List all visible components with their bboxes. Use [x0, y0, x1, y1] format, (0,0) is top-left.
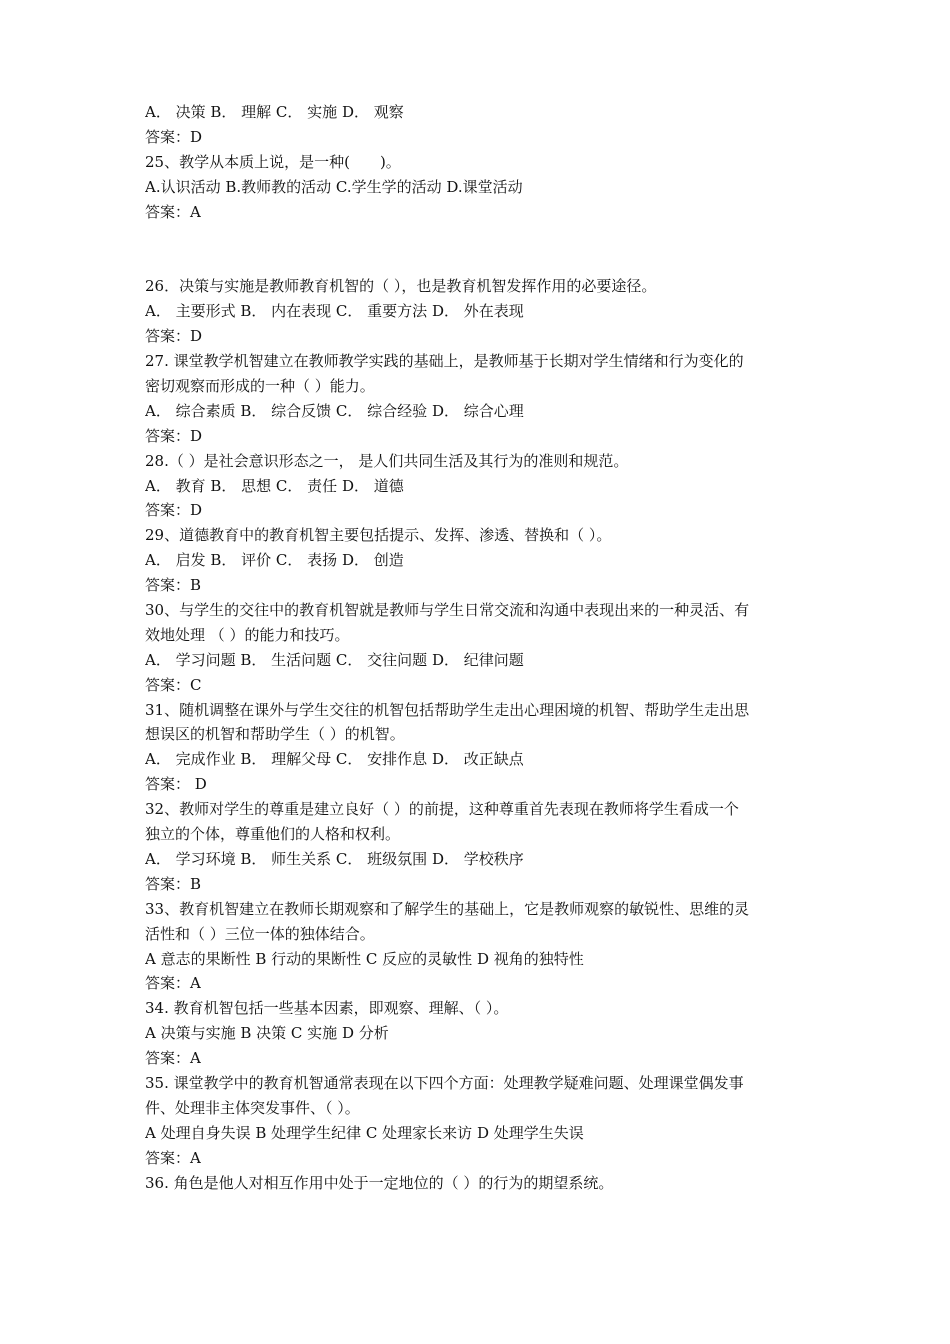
text-line: 27. 课堂教学机智建立在教师教学实践的基础上，是教师基于长期对学生情绪和行为变化的 — [145, 352, 744, 371]
paragraph-gap — [145, 224, 810, 274]
document-page — [145, 100, 810, 1195]
text-line: 31、随机调整在课外与学生交往的机智包括帮助学生走出心理困境的机智、帮助学生走出思 — [145, 700, 750, 719]
text-line: 29、道德教育中的教育机智主要包括提示、发挥、渗透、替换和（ ）。 — [145, 526, 612, 545]
text-line: A.认识活动 B.教师教的活动 C.学生学的活动 D.课堂活动 — [145, 177, 523, 196]
text-line: 答案：D — [145, 127, 203, 146]
text-line: A． 启发 B． 评价 C． 表扬 D． 创造 — [145, 551, 404, 570]
text-line: 32、教师对学生的尊重是建立良好（ ）的前提，这种尊重首先表现在教师将学生看成一个 — [145, 800, 739, 819]
text-line: 25、教学从本质上说，是一种( )。 — [145, 152, 401, 171]
text-line: 答案：A — [145, 974, 201, 993]
text-line: A 意志的果断性 B 行动的果断性 C 反应的灵敏性 D 视角的独特性 — [145, 949, 584, 968]
text-line: 活性和（ ）三位一体的独体结合。 — [145, 924, 375, 943]
text-line: 件、处理非主体突发事件、（ ）。 — [145, 1098, 360, 1117]
text-line: 答案：B — [145, 874, 202, 893]
text-line: 答案： D — [145, 775, 207, 794]
text-line: 答案：D — [145, 327, 203, 346]
text-line: 28.（ ）是社会意识形态之一， 是人们共同生活及其行为的准则和规范。 — [145, 451, 629, 470]
text-line: 答案：B — [145, 576, 202, 595]
text-line: 独立的个体，尊重他们的人格和权利。 — [145, 825, 401, 844]
text-line: A． 学习环境 B． 师生关系 C． 班级氛围 D． 学校秩序 — [145, 849, 524, 868]
text-line: A． 综合素质 B． 综合反馈 C． 综合经验 D． 综合心理 — [145, 401, 524, 420]
text-line: A． 决策 B． 理解 C． 实施 D． 观察 — [145, 103, 404, 121]
text-line: 答案：A — [145, 1049, 201, 1068]
text-line: 答案：D — [145, 426, 203, 445]
text-line: 效地处理 （ ）的能力和技巧。 — [145, 625, 350, 644]
text-line: A． 完成作业 B． 理解父母 C． 安排作息 D． 改正缺点 — [145, 750, 524, 769]
text-line: 答案：A — [145, 202, 201, 221]
text-line: 答案：D — [145, 501, 203, 520]
text-line: 密切观察而形成的一种（ ）能力。 — [145, 377, 375, 396]
text-line: A 决策与实施 B 决策 C 实施 D 分析 — [145, 1024, 389, 1043]
text-line: A． 教育 B． 思想 C． 责任 D． 道德 — [145, 476, 404, 495]
text-line: 33、教育机智建立在教师长期观察和了解学生的基础上，它是教师观察的敏锐性、思维的灵 — [145, 899, 750, 918]
text-line: 26．决策与实施是教师教育机智的（ ），也是教育机智发挥作用的必要途径。 — [145, 277, 657, 296]
text-line: 答案：C — [145, 675, 202, 694]
text-line: 35. 课堂教学中的教育机智通常表现在以下四个方面：处理教学疑难问题、处理课堂偶发事 — [145, 1073, 744, 1092]
text-line: 36. 角色是他人对相互作用中处于一定地位的（ ）的行为的期望系统。 — [145, 1173, 614, 1192]
text-line: A． 学习问题 B． 生活问题 C． 交往问题 D． 纪律问题 — [145, 650, 524, 669]
text-line: 34. 教育机智包括一些基本因素，即观察、理解、（ ）。 — [145, 999, 509, 1018]
text-line: 想误区的机智和帮助学生（ ）的机智。 — [145, 725, 405, 744]
text-line: A 处理自身失误 B 处理学生纪律 C 处理家长来访 D 处理学生失误 — [145, 1123, 584, 1142]
text-line: 答案：A — [145, 1148, 201, 1167]
text-line: A． 主要形式 B． 内在表现 C． 重要方法 D． 外在表现 — [145, 302, 524, 321]
text-line: 30、与学生的交往中的教育机智就是教师与学生日常交流和沟通中表现出来的一种灵活、有 — [145, 601, 750, 620]
